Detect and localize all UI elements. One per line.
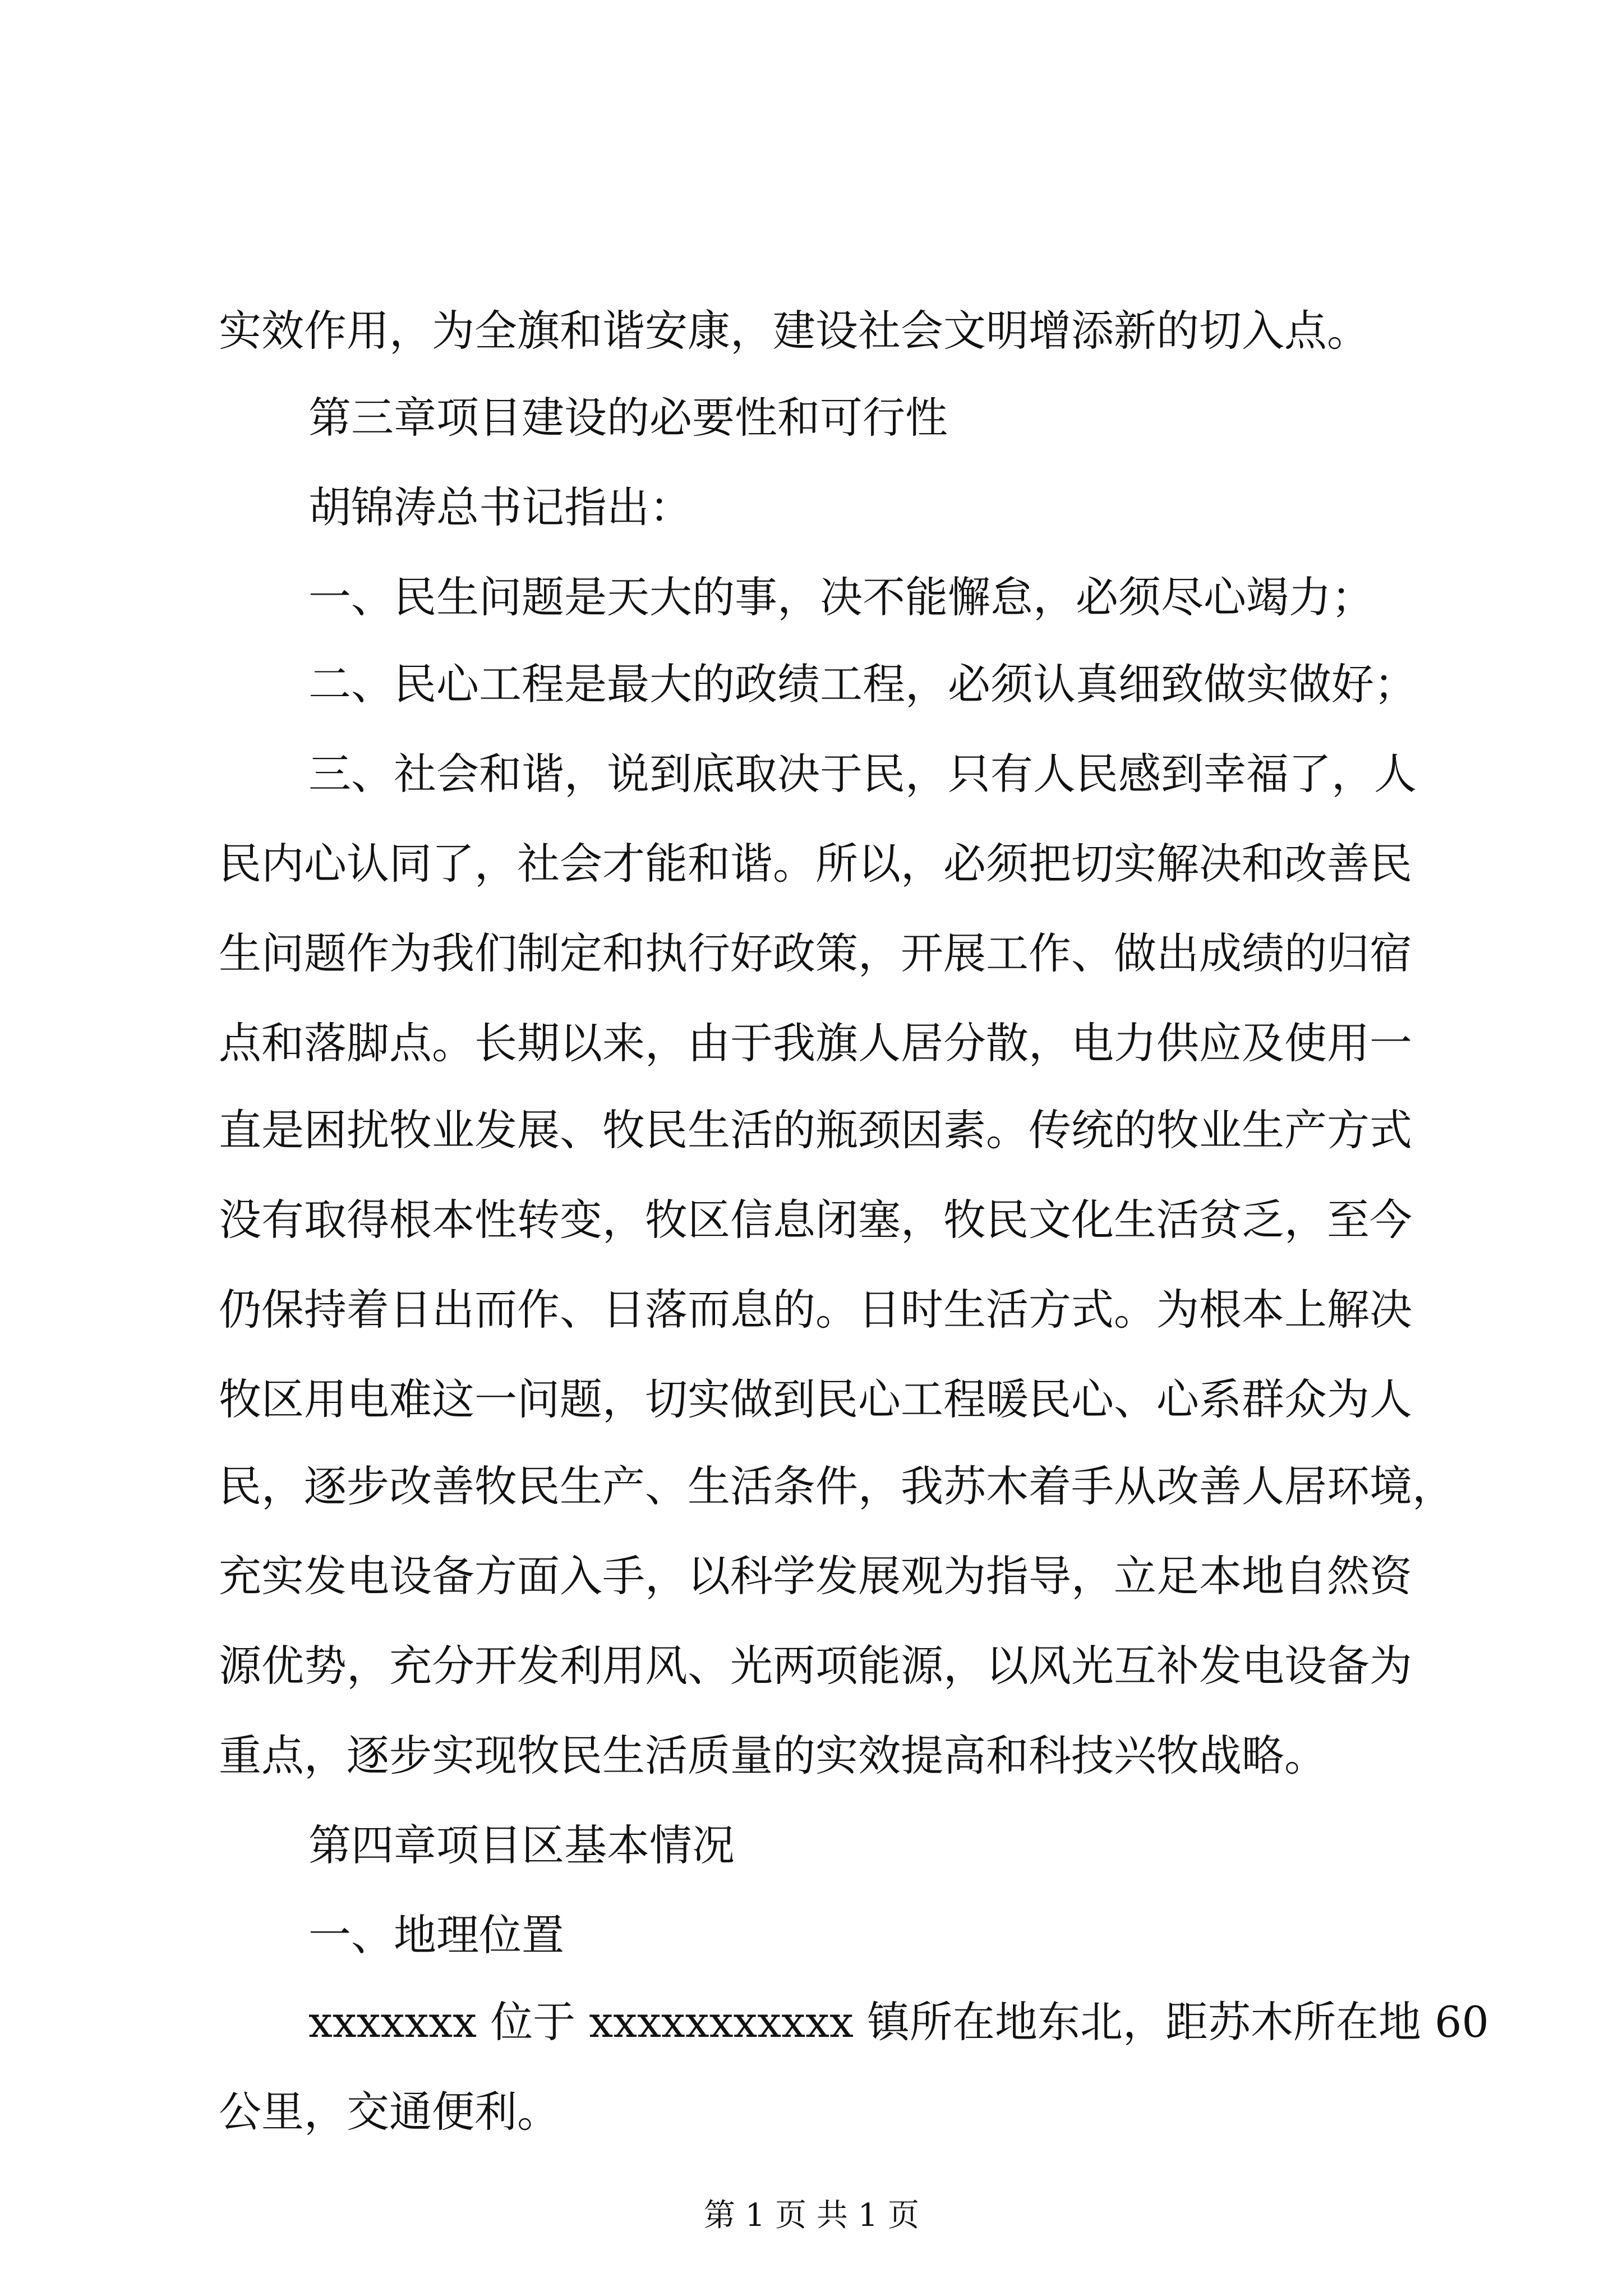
paragraph-line: 三、社会和谐，说到底取决于民，只有人民感到幸福了，人: [308, 749, 1417, 799]
paragraph-line: 生问题作为我们制定和执行好政策，开展工作、做出成绩的归宿: [219, 928, 1412, 978]
paragraph-line: 民，逐步改善牧民生产、生活条件，我苏木着手从改善人居环境，: [219, 1461, 1455, 1511]
chapter-heading: 第四章项目区基本情况: [308, 1820, 735, 1870]
paragraph-line: 实效作用，为全旗和谐安康，建设社会文明增添新的切入点。: [219, 306, 1370, 356]
paragraph-line: 一、民生问题是天大的事，决不能懈怠，必须尽心竭力；: [308, 572, 1374, 622]
paragraph-line: 直是困扰牧业发展、牧民生活的瓶颈因素。传统的牧业生产方式: [219, 1105, 1412, 1155]
section-heading: 一、地理位置: [308, 1910, 564, 1960]
page-footer: 第 1 页 共 1 页: [703, 2197, 920, 2234]
paragraph-line: 胡锦涛总书记指出：: [308, 482, 692, 532]
paragraph-line: 二、民心工程是最大的政绩工程，必须认真细致做实做好；: [308, 659, 1417, 709]
paragraph-line: 重点，逐步实现牧民生活质量的实效提高和科技兴牧战略。: [219, 1731, 1327, 1780]
chapter-heading: 第三章项目建设的必要性和可行性: [308, 393, 948, 443]
paragraph-line: 仍保持着日出而作、日落而息的。日时生活方式。为根本上解决: [219, 1285, 1412, 1335]
paragraph-line: 牧区用电难这一问题，切实做到民心工程暖民心、心系群众为人: [219, 1374, 1412, 1424]
paragraph-line: 公里，交通便利。: [219, 2087, 560, 2137]
paragraph-line: 民内心认同了，社会才能和谐。所以，必须把切实解决和改善民: [219, 839, 1412, 889]
paragraph-line: 充实发电设备方面入手，以科学发展观为指导，立足本地自然资: [219, 1551, 1412, 1601]
paragraph-line: 没有取得根本性转变，牧区信息闭塞，牧民文化生活贫乏，至今: [219, 1195, 1412, 1245]
paragraph-line: 源优势，充分开发利用风、光两项能源，以风光互补发电设备为: [219, 1641, 1412, 1691]
paragraph-line: xxxxxxx 位于 xxxxxxxxxxx 镇所在地东北，距苏木所在地 60: [308, 1997, 1489, 2047]
paragraph-line: 点和落脚点。长期以来，由于我旗人居分散，电力供应及使用一: [219, 1018, 1412, 1068]
